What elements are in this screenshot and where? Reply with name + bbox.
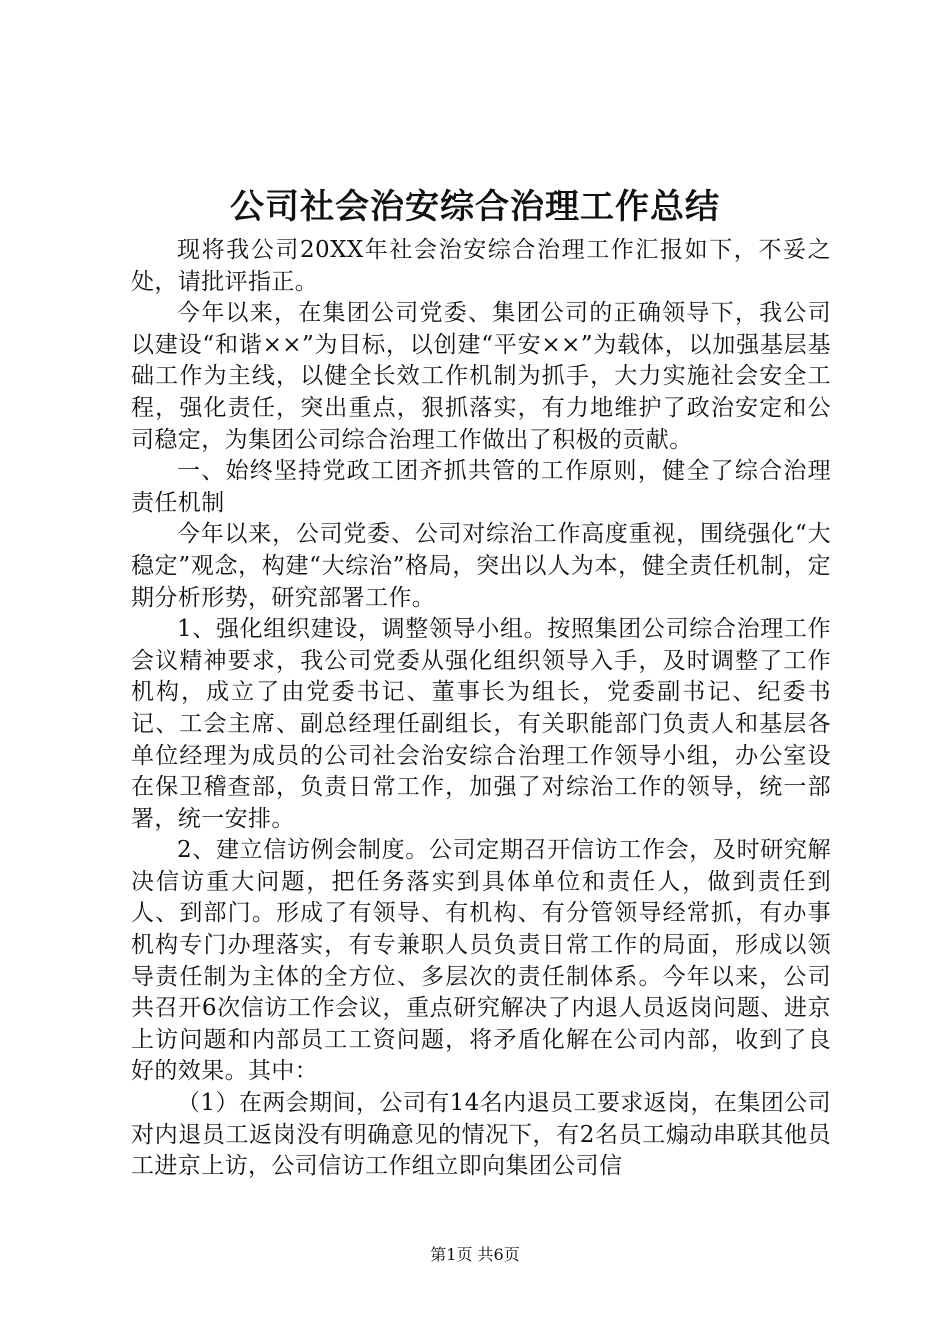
- document-title: 公司社会治安综合治理工作总结: [230, 187, 720, 227]
- paragraph: 现将我公司20XX年社会治安综合治理工作汇报如下，不妥之处，请批评指正。: [131, 237, 831, 295]
- page-number-footer: 第1页 共6页: [430, 1245, 520, 1264]
- paragraph: 2、建立信访例会制度。公司定期召开信访工作会，及时研究解决信访重大问题，把任务落实到具体单位和责任人，做到责任到人、到部门。形成了有领导、有机构、有分管领导经常抓，有办事机构专门办理落实，有专兼职人员负责日常工作的局面，形成以领导责任制为主体的全方位、多层次的责任制体系。今年以来，公司共召开6次信访工作会议，重点研究解决了内退人员返岗问题、进京上访问题和内部员工工资问题，将矛盾化解在公司内部，收到了良好的效果。其中：: [131, 837, 831, 1085]
- paragraph: （1）在两会期间，公司有14名内退员工要求返岗，在集团公司对内退员工返岗没有明确意见的情况下，有2名员工煽动串联其他员工进京上访，公司信访工作组立即向集团公司信: [131, 1090, 831, 1180]
- paragraph: 今年以来，在集团公司党委、集团公司的正确领导下，我公司以建设“和谐××”为目标，以创建“平安××”为载体，以加强基层基础工作为主线，以健全长效工作机制为抓手，大力实施社会安全工程，强化责任，突出重点，狠抓落实，有力地维护了政治安定和公司稳定，为集团公司综合治理工作做出了积极的贡献。: [131, 300, 831, 453]
- paragraph: 今年以来，公司党委、公司对综治工作高度重视，围绕强化“大稳定”观念，构建“大综治”格局，突出以人为本，健全责任机制，定期分析形势，研究部署工作。: [131, 521, 831, 611]
- document-body: [131, 235, 831, 1183]
- paragraph: 1、强化组织建设，调整领导小组。按照集团公司综合治理工作会议精神要求，我公司党委从强化组织领导入手，及时调整了工作机构，成立了由党委书记、董事长为组长，党委副书记、纪委书记、工会主席、副总经理任副组长，有关职能部门负责人和基层各单位经理为成员的公司社会治安综合治理工作领导小组，办公室设在保卫稽查部，负责日常工作，加强了对综治工作的领导，统一部署，统一安排。: [131, 616, 831, 832]
- section-heading: 一、始终坚持党政工团齐抓共管的工作原则，健全了综合治理责任机制: [131, 458, 831, 516]
